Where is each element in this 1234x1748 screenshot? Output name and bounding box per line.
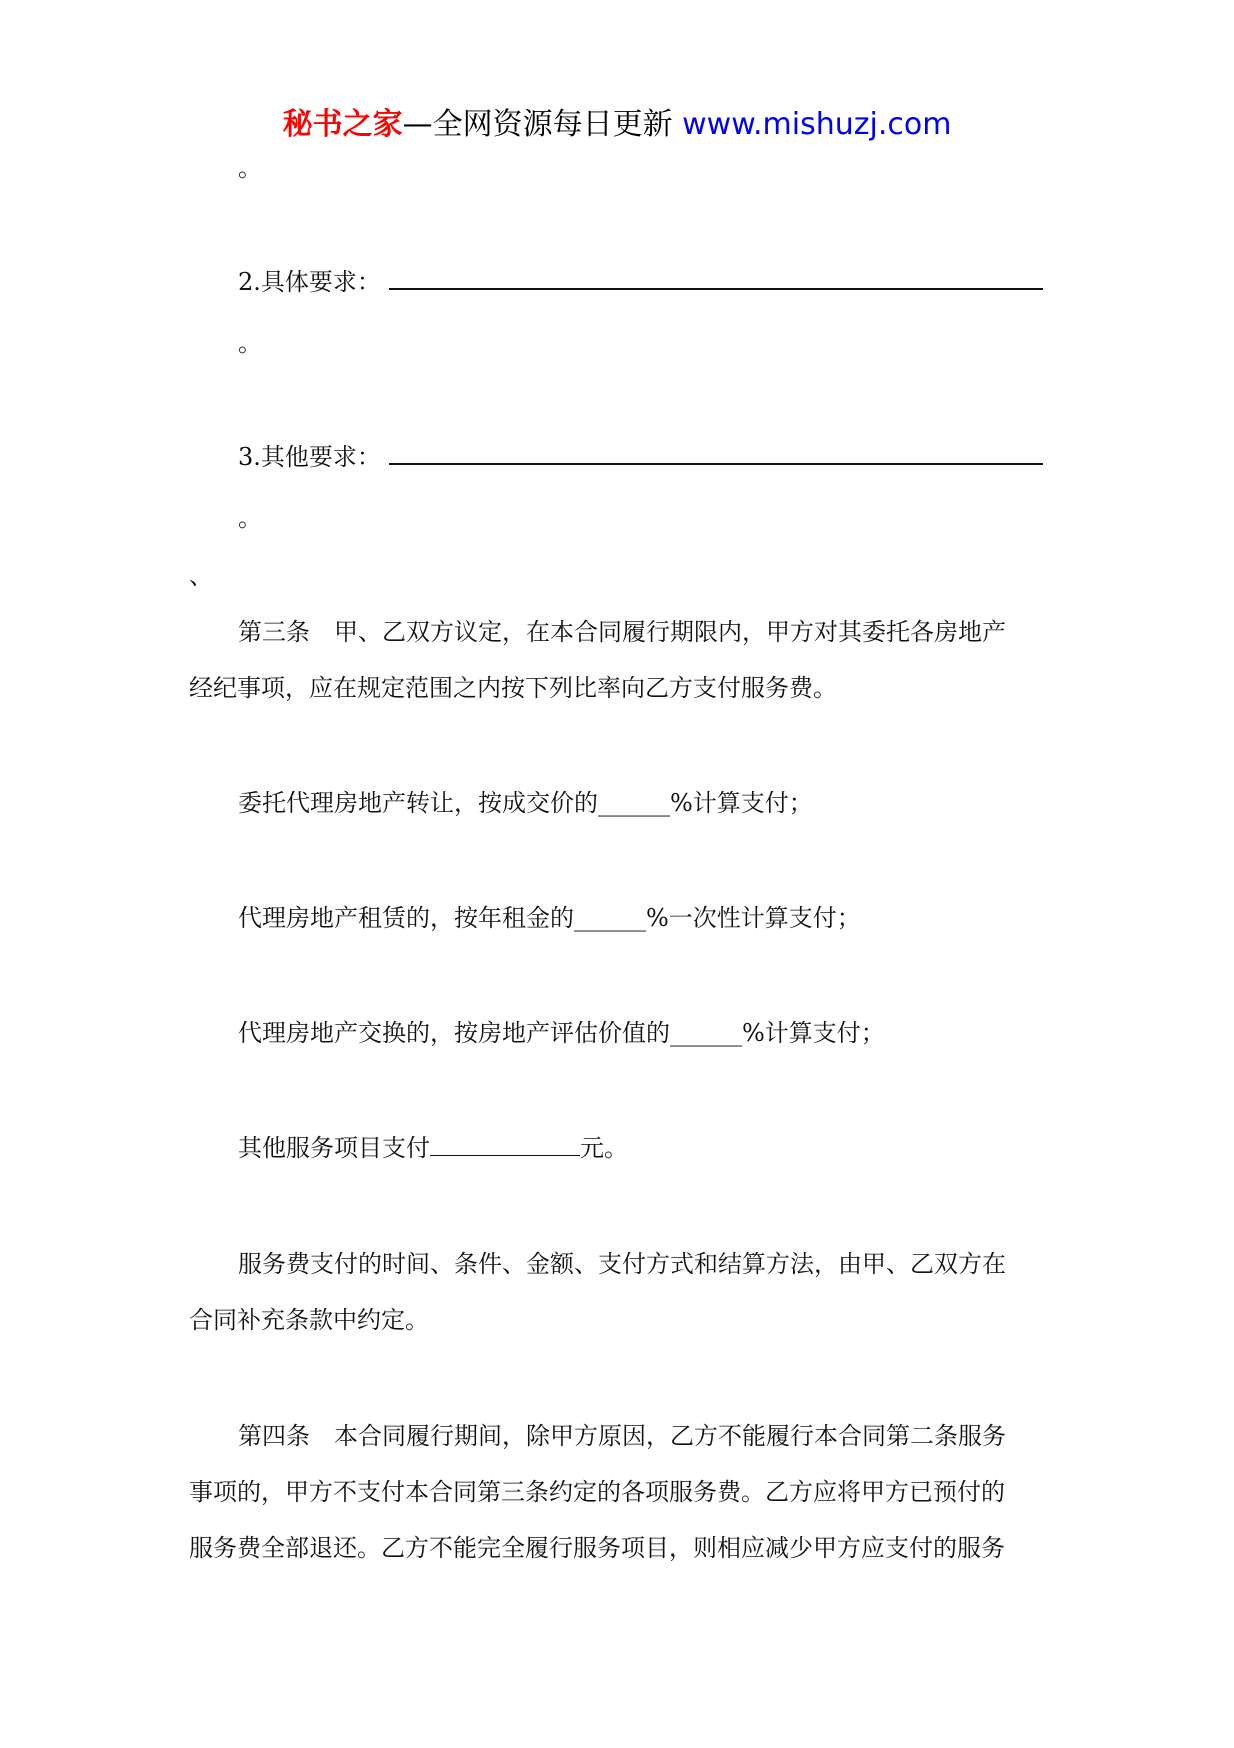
site-header — [0, 100, 1234, 150]
payment-terms-line: 合同补充条款中约定。 — [189, 1306, 429, 1334]
site-url-link[interactable]: www.mishuzj.com — [682, 107, 952, 142]
item-2-fill-line[interactable] — [389, 288, 1043, 290]
fee-other-unit: 元。 — [580, 1134, 628, 1162]
site-brand: 秘书之家 — [282, 107, 403, 142]
fee-other-text: 其他服务项目支付 — [238, 1134, 430, 1162]
stray-mark: 、 — [189, 562, 213, 590]
article-4-body-line: 服务费全部退还。乙方不能完全履行服务项目，则相应减少甲方应支付的服务 — [189, 1534, 1005, 1562]
article-4-heading-line: 第四条 本合同履行期间，除甲方原因，乙方不能履行本合同第二条服务 — [238, 1422, 1006, 1450]
article-3-body-line: 经纪事项，应在规定范围之内按下列比率向乙方支付服务费。 — [189, 674, 837, 702]
item-3-label: 3.其他要求： — [238, 443, 381, 471]
article-4-body-line: 事项的，甲方不支付本合同第三条约定的各项服务费。乙方应将甲方已预付的 — [189, 1478, 1005, 1506]
fee-other-amount-blank[interactable] — [430, 1131, 580, 1156]
fee-other-clause — [238, 1130, 628, 1166]
site-tagline: —全网资源每日更新 — [402, 107, 683, 142]
fee-lease-clause: 代理房地产租赁的，按年租金的______%一次性计算支付； — [238, 904, 861, 932]
period-mark: 。 — [238, 329, 262, 357]
item-2-label: 2.具体要求： — [238, 268, 381, 296]
article-3-heading-line: 第三条 甲、乙双方议定，在本合同履行期限内，甲方对其委托各房地产 — [238, 618, 1006, 646]
payment-terms-line: 服务费支付的时间、条件、金额、支付方式和结算方法，由甲、乙双方在 — [238, 1250, 1006, 1278]
period-mark: 。 — [238, 154, 262, 182]
period-mark: 。 — [238, 504, 262, 532]
fee-transfer-clause: 委托代理房地产转让，按成交价的______%计算支付； — [238, 789, 813, 817]
item-3-fill-line[interactable] — [389, 463, 1043, 465]
fee-exchange-clause: 代理房地产交换的，按房地产评估价值的______%计算支付； — [238, 1019, 885, 1047]
